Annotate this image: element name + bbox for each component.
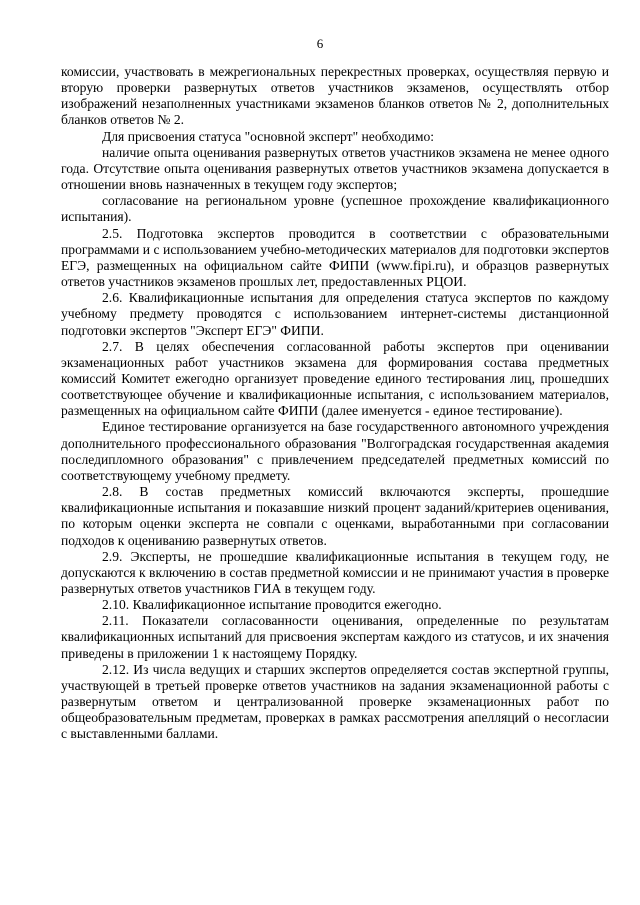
paragraph-2-9: 2.9. Эксперты, не прошедшие квалификационные испытания в текущем году, не допускаются к включению в состав предметной комиссии и не принимают участия в проверке развернутых ответов участников ГИА в текущем году. xyxy=(61,548,609,596)
paragraph-2-6: 2.6. Квалификационные испытания для определения статуса экспертов по каждому учебному предмету проводятся с использованием интернет-системы дистанционной подготовки экспертов "Эксперт ЕГЭ" ФИПИ. xyxy=(61,290,609,338)
paragraph-unified-testing: Единое тестирование организуется на базе государственного автономного учреждения дополнительного профессионального образования "Волгоградская государственная академия последипломного образования" с привлечением председателей предметных комиссий по соответствующему учебному предмету. xyxy=(61,419,609,483)
paragraph-main-expert-requirements: Для присвоения статуса "основной эксперт" необходимо: xyxy=(102,128,435,144)
paragraph-2-7: 2.7. В целях обеспечения согласованной работы экспертов при оценивании экзаменационных работ участников экзамена для формирования состава предметных комиссий Комитет ежегодно организует проведение единого тестирования лиц, прошедших соответствующее обучение и квалификационные испытания, с использованием материалов, размещенных на официальном сайте ФИПИ (далее именуется - единое тестирование). xyxy=(61,338,609,419)
paragraph-regional-approval: согласование на региональном уровне (успешное прохождение квалификационного испытания). xyxy=(61,193,609,225)
page-number: 6 xyxy=(316,36,324,51)
paragraph-commission-duties: комиссии, участвовать в межрегиональных перекрестных проверках, осуществляя первую и вторую проверки развернутых ответов участников экзаменов, осуществлять отбор изображений незаполненных участниками экзаменов бланков ответов № 2, дополнительных бланков ответов № 2. xyxy=(61,64,609,128)
paragraph-2-5: 2.5. Подготовка экспертов проводится в соответствии с образовательными программами и с использованием учебно-методических материалов для подготовки экспертов ЕГЭ, размещенных на официальном сайте ФИПИ (www.fipi.ru), и образцов развернутых ответов участников экзаменов прошлых лет, предоставленных РЦОИ. xyxy=(61,225,609,290)
paragraph-experience-requirement: наличие опыта оценивания развернутых ответов участников экзамена не менее одного года. Отсутствие опыта оценивания развернутых ответов участников экзамена допускается в отношении вновь назначенных в текущем году экспертов; xyxy=(61,144,609,193)
document-body xyxy=(61,64,609,743)
paragraph-2-8: 2.8. В состав предметных комиссий включаются эксперты, прошедшие квалификационные испытания и показавшие низкий процент заданий/критериев оценивания, по которым оценки эксперта не совпали с оценками, выработанными при согласовании подходов к оцениванию развернутых ответов. xyxy=(61,484,609,548)
paragraph-2-11: 2.11. Показатели согласованности оценивания, определенные по результатам квалификационных испытаний для присвоения экспертам каждого из статусов, и их значения приведены в приложении 1 к настоящему Порядку. xyxy=(61,613,609,661)
paragraph-2-10: 2.10. Квалификационное испытание проводится ежегодно. xyxy=(102,597,442,613)
paragraph-2-12: 2.12. Из числа ведущих и старших экспертов определяется состав экспертной группы, участвующей в третьей проверке ответов участников на задания экзаменационной работы с развернутым ответом и централизованной проверке экзаменационных работ по общеобразовательным предметам, проверках в рамках рассмотрения апелляций о несогласии с выставленными баллами. xyxy=(61,661,609,742)
